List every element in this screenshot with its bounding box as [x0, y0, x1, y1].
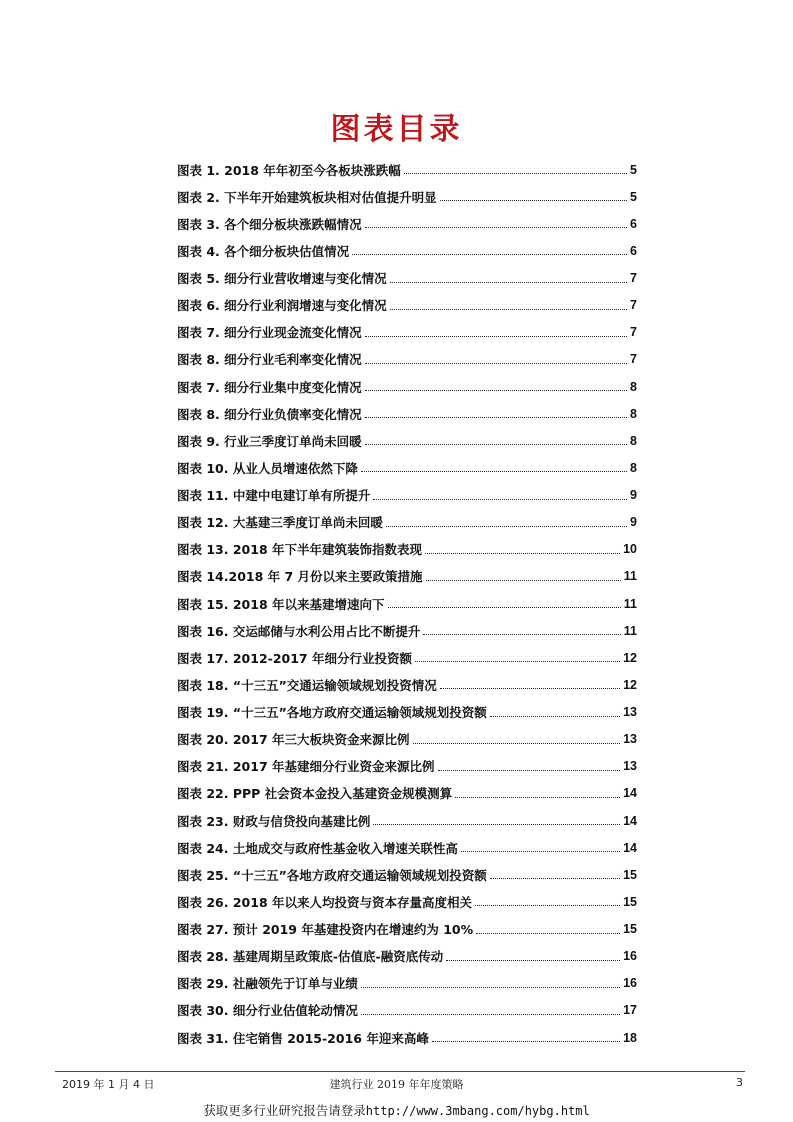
toc-entry-page: 6 — [630, 243, 637, 258]
toc-entry-page: 17 — [623, 1003, 637, 1018]
toc-entry[interactable] — [177, 861, 637, 888]
toc-entry[interactable] — [177, 644, 637, 671]
toc-dot-leader — [365, 444, 627, 445]
toc-entry-page: 14 — [623, 786, 637, 801]
toc-entry-page: 5 — [630, 162, 637, 177]
toc-entry-label: 图表 9. 行业三季度订单尚未回暖 — [177, 433, 362, 449]
toc-entry-page: 15 — [623, 894, 637, 909]
toc-dot-leader — [373, 499, 627, 500]
footer-divider — [55, 1071, 745, 1072]
toc-entry[interactable] — [177, 726, 637, 753]
toc-entry-page: 16 — [623, 949, 637, 964]
toc-entry[interactable] — [177, 671, 637, 698]
toc-entry[interactable] — [177, 943, 637, 970]
toc-entry-page: 14 — [623, 813, 637, 828]
toc-entry[interactable] — [177, 888, 637, 915]
toc-entry-label: 图表 5. 细分行业营收增速与变化情况 — [177, 271, 387, 287]
toc-entry-label: 图表 7. 细分行业现金流变化情况 — [177, 325, 362, 341]
toc-entry-page: 7 — [630, 298, 637, 313]
toc-entry-label: 图表 14.2018 年 7 月份以来主要政策措施 — [177, 569, 423, 585]
toc-dot-leader — [365, 227, 627, 228]
toc-dot-leader — [361, 1014, 620, 1015]
footer-page-number: 3 — [736, 1076, 743, 1089]
toc-entry[interactable] — [177, 156, 637, 183]
toc-dot-leader — [413, 743, 621, 744]
toc-entry-label: 图表 30. 细分行业估值轮动情况 — [177, 1003, 358, 1019]
toc-entry-page: 7 — [630, 325, 637, 340]
toc-entry-label: 图表 18. “十三五”交通运输领域规划投资情况 — [177, 677, 437, 693]
toc-entry-page: 7 — [630, 352, 637, 367]
toc-dot-leader — [415, 661, 620, 662]
toc-dot-leader — [373, 824, 620, 825]
toc-dot-leader — [432, 1041, 620, 1042]
toc-entry-page: 11 — [623, 623, 637, 638]
toc-dot-leader — [365, 363, 627, 364]
toc-entry-label: 图表 3. 各个细分板块涨跌幅情况 — [177, 216, 362, 232]
toc-entry-page: 10 — [623, 542, 637, 557]
toc-dot-leader — [365, 417, 627, 418]
toc-dot-leader — [365, 336, 627, 337]
toc-entry-label: 图表 21. 2017 年基建细分行业资金来源比例 — [177, 759, 435, 775]
toc-entry-page: 8 — [630, 460, 637, 475]
toc-dot-leader — [386, 526, 627, 527]
toc-entry-page: 7 — [630, 271, 637, 286]
toc-entry[interactable] — [177, 834, 637, 861]
toc-entry-page: 11 — [623, 569, 637, 584]
promo-text: 获取更多行业研究报告请登录 — [203, 1103, 366, 1118]
toc-entry-page: 11 — [623, 596, 637, 611]
toc-entry[interactable] — [177, 427, 637, 454]
toc-entry-page: 8 — [630, 379, 637, 394]
toc-entry[interactable] — [177, 400, 637, 427]
footer-date: 2019 年 1 月 4 日 — [62, 1078, 155, 1091]
toc-entry-page: 9 — [630, 515, 637, 530]
toc-dot-leader — [440, 200, 627, 201]
toc-dot-leader — [390, 309, 627, 310]
toc-entry[interactable] — [177, 292, 637, 319]
toc-dot-leader — [426, 580, 621, 581]
toc-entry-label: 图表 24. 土地成交与政府性基金收入增速关联性高 — [177, 840, 458, 856]
toc-entry[interactable] — [177, 1024, 637, 1051]
toc-dot-leader — [438, 770, 621, 771]
toc-entry-label: 图表 31. 住宅销售 2015-2016 年迎来高峰 — [177, 1030, 429, 1046]
toc-entry-page: 12 — [623, 650, 637, 665]
toc-entry-page: 12 — [623, 677, 637, 692]
toc-entry-page: 8 — [630, 406, 637, 421]
toc-entry-label: 图表 17. 2012-2017 年细分行业投资额 — [177, 650, 412, 666]
toc-entry[interactable] — [177, 373, 637, 400]
toc-entry[interactable] — [177, 590, 637, 617]
toc-entry[interactable] — [177, 970, 637, 997]
toc-entry-label: 图表 13. 2018 年下半年建筑装饰指数表现 — [177, 542, 422, 558]
toc-entry-page: 15 — [623, 867, 637, 882]
toc-entry[interactable] — [177, 699, 637, 726]
toc-entry-label: 图表 2. 下半年开始建筑板块相对估值提升明显 — [177, 189, 437, 205]
toc-dot-leader — [461, 851, 620, 852]
toc-entry[interactable] — [177, 536, 637, 563]
toc-entry-label: 图表 28. 基建周期呈政策底-估值底-融资底传动 — [177, 949, 444, 965]
toc-entry[interactable] — [177, 753, 637, 780]
toc-dot-leader — [476, 933, 620, 934]
toc-entry-page: 8 — [630, 433, 637, 448]
toc-entry-label: 图表 7. 细分行业集中度变化情况 — [177, 379, 362, 395]
toc-dot-leader — [404, 173, 627, 174]
toc-dot-leader — [425, 553, 620, 554]
toc-entry[interactable] — [177, 997, 637, 1024]
toc-entry-label: 图表 19. “十三五”各地方政府交通运输领域规划投资额 — [177, 705, 487, 721]
toc-dot-leader — [361, 987, 620, 988]
toc-entry-label: 图表 11. 中建中电建订单有所提升 — [177, 488, 371, 504]
toc-entry[interactable] — [177, 265, 637, 292]
toc-entry[interactable] — [177, 237, 637, 264]
promo-url-link[interactable]: http://www.3mbang.com/hybg.html — [365, 1104, 590, 1118]
toc-entry-label: 图表 15. 2018 年以来基建增速向下 — [177, 596, 385, 612]
toc-entry[interactable] — [177, 807, 637, 834]
toc-entry[interactable] — [177, 916, 637, 943]
toc-dot-leader — [455, 797, 620, 798]
page-title: 图表目录 — [330, 112, 463, 147]
toc-entry-page: 13 — [623, 759, 637, 774]
toc-entry-page: 18 — [623, 1030, 637, 1045]
toc-dot-leader — [490, 716, 620, 717]
toc-entry[interactable] — [177, 482, 637, 509]
toc-entry-page: 5 — [630, 189, 637, 204]
promo-line — [0, 1101, 793, 1119]
toc-entry-page: 9 — [630, 488, 637, 503]
toc-entry-label: 图表 27. 预计 2019 年基建投资内在增速约为 10% — [177, 922, 474, 938]
toc-entry-page: 14 — [623, 840, 637, 855]
toc-entry-label: 图表 22. PPP 社会资本金投入基建资金规模测算 — [177, 786, 453, 802]
toc-dot-leader — [365, 390, 627, 391]
toc-entry-label: 图表 12. 大基建三季度订单尚未回暖 — [177, 515, 383, 531]
toc-entry[interactable] — [177, 183, 637, 210]
toc-entry-label: 图表 16. 交运邮储与水利公用占比不断提升 — [177, 623, 421, 639]
toc-dot-leader — [475, 905, 620, 906]
toc-entry-label: 图表 23. 财政与信贷投向基建比例 — [177, 813, 371, 829]
toc-entry-label: 图表 20. 2017 年三大板块资金来源比例 — [177, 732, 410, 748]
toc-entry-label: 图表 6. 细分行业利润增速与变化情况 — [177, 298, 387, 314]
toc-entry-page: 16 — [623, 976, 637, 991]
toc-entry-label: 图表 8. 细分行业负债率变化情况 — [177, 406, 362, 422]
footer-report-title: 建筑行业 2019 年年度策略 — [329, 1078, 464, 1091]
toc-dot-leader — [440, 688, 620, 689]
toc-entry[interactable] — [177, 210, 637, 237]
toc-entry[interactable] — [177, 780, 637, 807]
toc-entry-page: 13 — [623, 732, 637, 747]
toc-entry-label: 图表 1. 2018 年年初至今各板块涨跌幅 — [177, 162, 401, 178]
toc-dot-leader — [361, 471, 627, 472]
toc-entry[interactable] — [177, 454, 637, 481]
toc-dot-leader — [388, 607, 621, 608]
table-of-figures — [177, 156, 637, 1051]
toc-entry-label: 图表 10. 从业人员增速依然下降 — [177, 460, 358, 476]
toc-dot-leader — [490, 878, 620, 879]
toc-entry-label: 图表 26. 2018 年以来人均投资与资本存量高度相关 — [177, 894, 472, 910]
toc-entry[interactable] — [177, 509, 637, 536]
toc-dot-leader — [446, 960, 620, 961]
toc-entry-page: 15 — [623, 922, 637, 937]
toc-entry-label: 图表 8. 细分行业毛利率变化情况 — [177, 352, 362, 368]
toc-dot-leader — [423, 634, 620, 635]
toc-entry[interactable] — [177, 346, 637, 373]
toc-entry-page: 13 — [623, 705, 637, 720]
toc-entry[interactable] — [177, 563, 637, 590]
toc-entry-page: 6 — [630, 216, 637, 231]
toc-entry-label: 图表 4. 各个细分板块估值情况 — [177, 243, 350, 259]
toc-dot-leader — [352, 254, 627, 255]
toc-entry-label: 图表 29. 社融领先于订单与业绩 — [177, 976, 358, 992]
toc-entry[interactable] — [177, 617, 637, 644]
toc-entry[interactable] — [177, 319, 637, 346]
toc-entry-label: 图表 25. “十三五”各地方政府交通运输领域规划投资额 — [177, 867, 487, 883]
toc-dot-leader — [390, 282, 627, 283]
